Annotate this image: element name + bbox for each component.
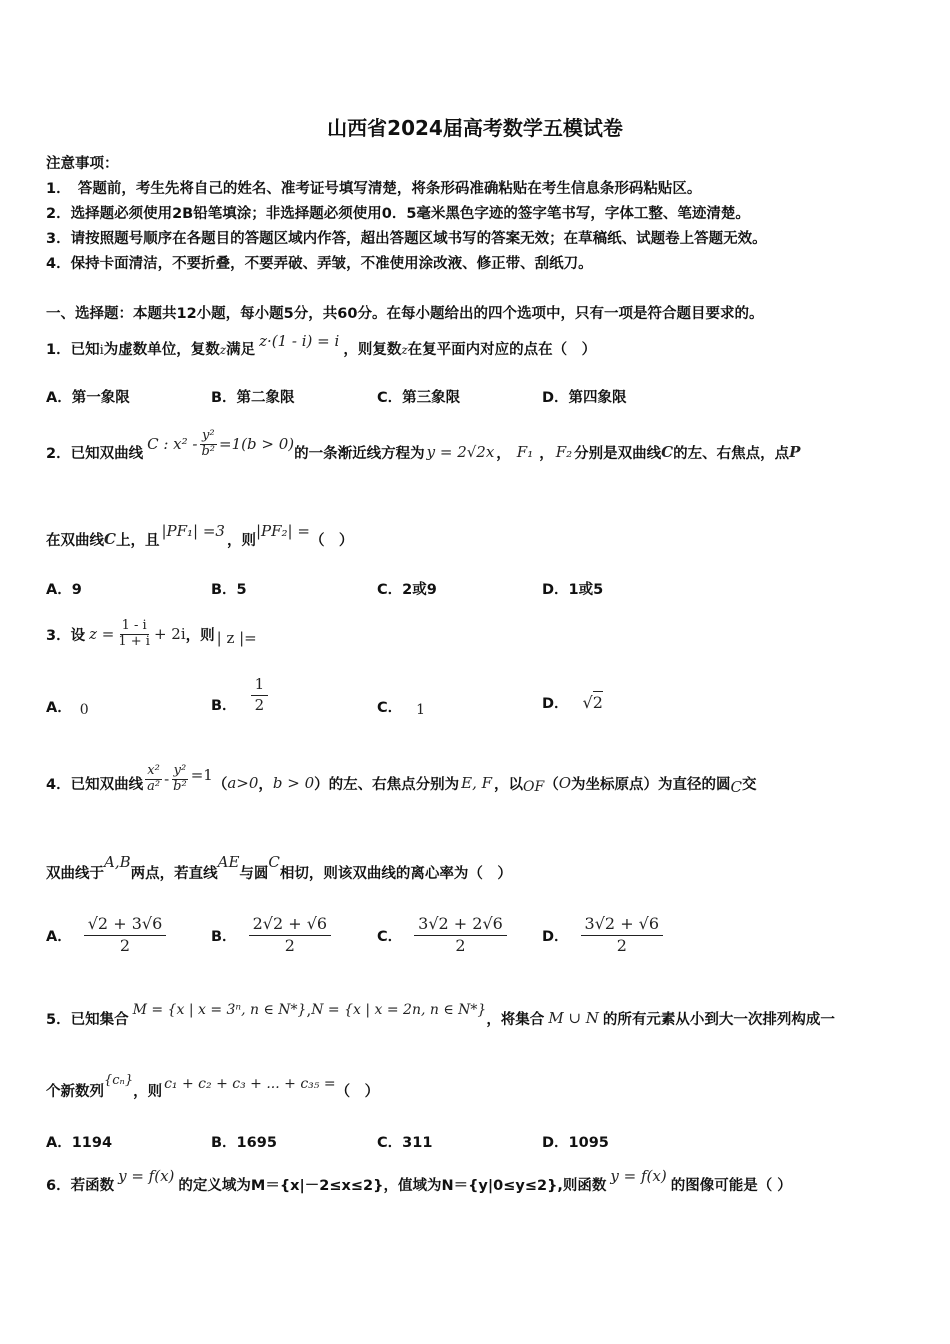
q4-option-a-label: A． <box>46 928 72 945</box>
notice-item-3: 3．请按照题号顺序在各题目的答题区域内作答，超出答题区域书写的答案无效；在草稿纸、试题卷上答题无效。 <box>46 231 767 247</box>
q4-foci-ef: E, F <box>461 774 493 792</box>
q2-p-symbol: P <box>789 443 801 461</box>
q4-text-b: ）的左、右焦点分别为 <box>314 776 460 793</box>
q2-pf1: |PF₁| =3 <box>161 522 225 540</box>
q1-z-symbol-2: z <box>401 343 408 357</box>
q5-line2-c: （ ） <box>335 1083 380 1100</box>
q3-text-b: ，则 <box>185 627 215 644</box>
q3-abs-z: | z |= <box>216 629 257 647</box>
q3-option-d <box>542 692 603 713</box>
q5-line2-b: ，则 <box>133 1083 163 1100</box>
question-1 <box>46 332 597 359</box>
q4-b2: b² <box>173 778 187 794</box>
q3-option-a-value: 0 <box>79 701 89 718</box>
q4-text-a: 4．已知双曲线 <box>46 776 144 793</box>
q4-cond-comma: ， <box>258 776 273 793</box>
q2-c-symbol-2: C <box>104 530 116 548</box>
q4-circle-c: C <box>730 778 743 796</box>
q2-line2-b: 上，且 <box>115 532 160 549</box>
q1-text-b: 为虚数单位，复数 <box>103 342 220 358</box>
q2-option-c: C．2或9 <box>377 582 437 598</box>
q2-option-b: B．5 <box>211 582 247 598</box>
q5-option-a: A．1194 <box>46 1135 113 1151</box>
q1-text-e: 在复平面内对应的点在（ ） <box>407 342 597 358</box>
q6-text-b: 的定义域为M＝{x|－2≤x≤2}，值域为N＝{y|0≤y≤2},则函数 <box>178 1177 607 1194</box>
q2-asymptote: y = 2√2x <box>426 443 495 461</box>
q2-f2: F₂ <box>555 443 573 461</box>
q5-line2-a: 个新数列 <box>46 1083 104 1100</box>
q2-frac-numerator: y² <box>201 427 215 443</box>
q2-line2-d: （ ） <box>309 532 354 549</box>
q3-text-a: 3．设 <box>46 627 86 644</box>
q1-text-d: ，则复数 <box>343 342 402 358</box>
q4-b-positive: b > 0 <box>272 774 315 792</box>
q5-comma: , <box>306 1001 312 1019</box>
q1-text-c: 满足 <box>226 342 256 358</box>
q2-text-d: ， <box>539 445 554 462</box>
q4-option-b-denominator: 2 <box>284 935 295 955</box>
q4-option-a <box>46 914 166 957</box>
q3-frac-denominator: 1 + i <box>118 633 150 649</box>
q5-text-b: ，将集合 <box>486 1011 545 1028</box>
q2-text-e: 分别是双曲线 <box>574 445 662 462</box>
q4-option-c-label: C． <box>377 928 403 945</box>
q4-option-a-denominator: 2 <box>119 935 131 955</box>
q2-line2-a: 在双曲线 <box>46 532 104 549</box>
notice-item-4: 4．保持卡面清洁，不要折叠，不要弄破、弄皱，不准使用涂改液、修正带、刮纸刀。 <box>46 256 593 272</box>
q3-option-b-label: B． <box>211 697 237 714</box>
q3-option-b-fraction <box>251 675 269 715</box>
notice-item-1: 1． 答题前，考生先将自己的姓名、准考证号填写清楚，将条形码准确粘贴在考生信息条形码粘贴区。 <box>46 181 702 197</box>
q4-option-c-fraction <box>414 914 507 957</box>
q2-fraction <box>199 429 217 460</box>
q4-x2: x² <box>147 762 160 778</box>
q4-option-d-numerator: 3√2 + √6 <box>581 914 664 936</box>
q1-option-b: B．第二象限 <box>211 390 295 406</box>
q3-option-d-label: D． <box>542 696 569 712</box>
question-4 <box>46 756 757 810</box>
q1-equation: z·(1 - i) = i <box>259 332 340 350</box>
q4-text-e: 为坐标原点）为直径的圆 <box>571 776 731 793</box>
q1-z-symbol: z <box>219 343 227 357</box>
q5-option-c: C．311 <box>377 1135 433 1151</box>
q5-union: M ∪ N <box>548 1009 599 1027</box>
q3-option-c <box>377 696 425 717</box>
q4-option-c-denominator: 2 <box>455 935 466 955</box>
q2-text-a: 2．已知双曲线 <box>46 445 144 462</box>
q4-option-b-numerator: 2√2 + √6 <box>249 914 332 936</box>
q2-eq-part-a: C : x² - <box>147 435 198 453</box>
q4-circle-c-2: C <box>268 853 280 871</box>
q5-option-b: B．1695 <box>211 1135 277 1151</box>
exam-title: 山西省2024届高考数学五模试卷 <box>327 116 623 140</box>
q3-option-c-label: C． <box>377 700 403 716</box>
q4-line2-b: 两点，若直线 <box>130 865 218 882</box>
q4-option-a-numerator: √2 + 3√6 <box>84 914 167 936</box>
notice-heading: 注意事项： <box>46 156 119 172</box>
q3-option-b <box>211 670 268 720</box>
q5-text-a: 5．已知集合 <box>46 1011 129 1028</box>
q2-frac-denominator: b² <box>201 443 216 459</box>
q3-frac-numerator: 1 - i <box>121 617 147 633</box>
q4-option-d <box>542 914 663 957</box>
q1-imaginary-unit: i <box>99 343 104 358</box>
q4-y2: y² <box>173 762 187 778</box>
q3-option-b-denominator: 2 <box>254 695 265 714</box>
q3-option-a-label: A． <box>46 700 72 716</box>
q4-a2: a² <box>147 778 161 794</box>
q4-points-ab: A,B <box>104 853 131 871</box>
q1-text-a: 1．已知 <box>46 342 100 358</box>
q2-eq-part-b: =1(b > 0) <box>219 435 295 453</box>
q4-option-d-fraction <box>581 914 664 957</box>
q3-option-c-value: 1 <box>416 701 426 718</box>
q1-option-c: C．第三象限 <box>377 390 461 406</box>
q4-option-d-label: D． <box>542 928 569 945</box>
q4-line2-a: 双曲线于 <box>46 865 104 882</box>
notice-item-2: 2．选择题必须使用2B铅笔填涂；非选择题必须使用0．5毫米黑色字迹的签字笔书写，字体工整、笔迹清楚。 <box>46 206 750 222</box>
q2-option-d: D．1或5 <box>542 582 604 598</box>
q4-option-d-denominator: 2 <box>616 935 627 955</box>
q4-option-b-label: B． <box>211 928 237 945</box>
q2-text-c: ， <box>496 445 511 462</box>
q4-option-b <box>211 914 331 957</box>
q6-function-2: y = f(x) <box>610 1167 667 1185</box>
q2-c-symbol: C <box>661 443 674 461</box>
q3-option-b-numerator: 1 <box>251 675 269 696</box>
q3-option-d-radicand: 2 <box>592 693 603 712</box>
q6-text-c: 的图像可能是（ ） <box>670 1177 792 1194</box>
q3-eq-part-b: + 2i <box>153 625 186 643</box>
question-2-line-2 <box>46 522 353 556</box>
question-5 <box>46 996 835 1040</box>
q4-text-d: （ <box>544 776 559 793</box>
q4-line2-d: 相切，则该双曲线的离心率为（ ） <box>279 865 512 882</box>
q2-text-b: 的一条渐近线方程为 <box>294 445 425 462</box>
q4-frac-y <box>171 764 189 795</box>
q4-line-ae: AE <box>217 853 240 871</box>
q2-option-a: A．9 <box>46 582 82 598</box>
q5-text-c: 的所有元素从小到大一次排列构成一 <box>602 1011 835 1028</box>
question-5-line-2 <box>46 1070 379 1110</box>
q4-eq-one: =1 <box>190 766 213 784</box>
q4-minus: - <box>164 770 170 788</box>
q5-sequence-cn: {cₙ} <box>104 1072 134 1088</box>
q5-set-n: N = {x | x = 2n, n ∈ N*} <box>311 1002 487 1018</box>
q4-option-c <box>377 914 507 957</box>
q6-text-a: 6．若函数 <box>46 1177 115 1194</box>
question-3 <box>46 610 257 658</box>
q3-option-d-value: √2 <box>582 693 603 712</box>
q3-fraction <box>116 619 152 650</box>
question-6 <box>46 1164 792 1204</box>
q1-option-d: D．第四象限 <box>542 390 627 406</box>
q4-option-c-numerator: 3√2 + 2√6 <box>414 914 507 936</box>
q4-frac-x <box>145 764 162 795</box>
q4-option-b-fraction <box>249 914 332 957</box>
q4-origin-o: O <box>558 774 572 792</box>
q4-option-a-fraction <box>84 914 167 957</box>
q1-option-a: A．第一象限 <box>46 390 130 406</box>
q3-option-a <box>46 696 89 717</box>
q5-set-m: M = {x | x = 3ⁿ, n ∈ N*} <box>132 1002 307 1018</box>
q5-sum-expression: c₁ + c₂ + c₃ + ... + c₃₅ = <box>164 1076 336 1092</box>
q3-eq-part-a: z = <box>89 625 115 643</box>
q4-text-c: ，以 <box>494 776 524 793</box>
q4-cond-open: （ <box>212 776 228 793</box>
q4-segment-of: OF <box>523 779 545 795</box>
q2-line2-c: ，则 <box>226 532 256 549</box>
q4-text-f: 交 <box>742 776 757 793</box>
q2-text-f: 的左、右焦点，点 <box>673 445 790 462</box>
q4-a-positive: a>0 <box>227 774 259 792</box>
question-2 <box>46 424 800 480</box>
q2-pf2: |PF₂| = <box>255 522 310 540</box>
q2-f1: F₁ <box>516 443 534 461</box>
section-heading: 一、选择题：本题共12小题，每小题5分，共60分。在每小题给出的四个选项中，只有一项是符合题目要求的。 <box>46 306 764 322</box>
question-4-line-2 <box>46 852 512 892</box>
q4-line2-c: 与圆 <box>239 865 269 882</box>
q5-option-d: D．1095 <box>542 1135 609 1151</box>
q6-function: y = f(x) <box>118 1167 175 1185</box>
